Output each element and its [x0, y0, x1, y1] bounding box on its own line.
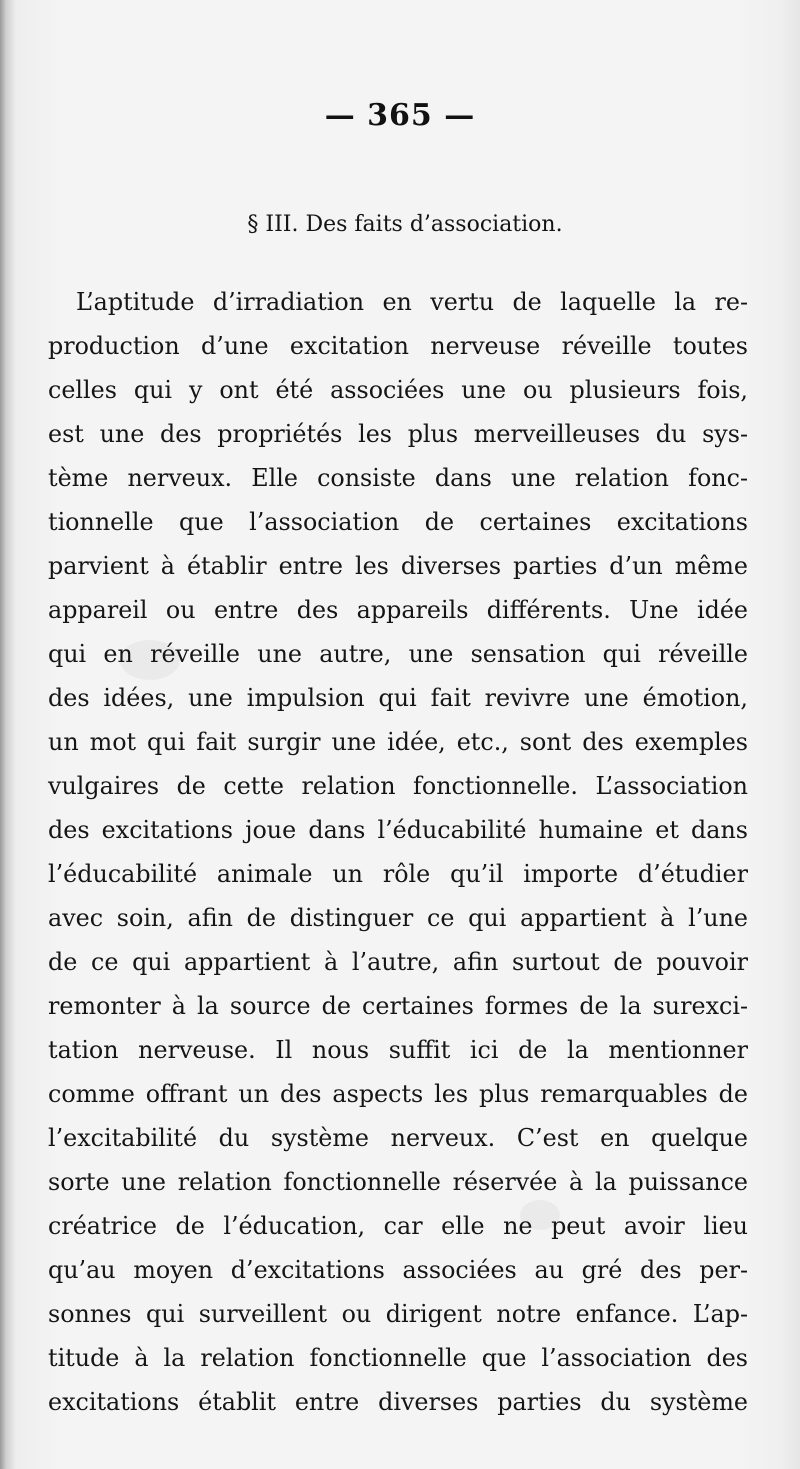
text-line: tionnelle que l’association de certaines excitations	[48, 508, 748, 536]
text-line: parvient à établir entre les diverses parties d’un même	[48, 552, 748, 580]
text-line: l’excitabilité du système nerveux. C’est en quelque	[48, 1124, 748, 1152]
text-line: des excitations joue dans l’éducabilité humaine et dans	[48, 816, 748, 844]
text-line: sonnes qui surveillent ou dirigent notre enfance. L’ap-	[48, 1300, 748, 1328]
text-line: l’éducabilité animale un rôle qu’il importe d’étudier	[48, 860, 748, 888]
text-line: avec soin, afin de distinguer ce qui appartient à l’une	[48, 904, 748, 932]
text-line: des idées, une impulsion qui fait revivre une émotion,	[48, 684, 748, 712]
body-paragraph	[48, 280, 748, 1424]
text-line: tation nerveuse. Il nous suffit ici de la mentionner	[48, 1036, 748, 1064]
text-line: L’aptitude d’irradiation en vertu de laquelle la re-	[76, 288, 748, 316]
text-line: est une des propriétés les plus merveilleuses du sys-	[48, 420, 748, 448]
text-line: titude à la relation fonctionnelle que l’association des	[48, 1344, 748, 1372]
section-title: § III. Des faits d’association.	[247, 212, 563, 237]
text-line: excitations établit entre diverses parties du système	[48, 1388, 748, 1416]
text-line: qu’au moyen d’excitations associées au gré des per-	[48, 1256, 748, 1284]
text-line: tème nerveux. Elle consiste dans une relation fonc-	[48, 464, 748, 492]
text-line: sorte une relation fonctionnelle réservée à la puissance	[48, 1168, 748, 1196]
text-line: un mot qui fait surgir une idée, etc., sont des exemples	[48, 728, 748, 756]
text-line: appareil ou entre des appareils différents. Une idée	[48, 596, 748, 624]
text-line: production d’une excitation nerveuse réveille toutes	[48, 332, 748, 360]
text-line: créatrice de l’éducation, car elle ne peut avoir lieu	[48, 1212, 748, 1240]
text-line: qui en réveille une autre, une sensation qui réveille	[48, 640, 748, 668]
page-number: — 365 —	[324, 98, 476, 133]
text-line: de ce qui appartient à l’autre, afin surtout de pouvoir	[48, 948, 748, 976]
text-line: vulgaires de cette relation fonctionnelle. L’association	[48, 772, 748, 800]
text-line: celles qui y ont été associées une ou plusieurs fois,	[48, 376, 748, 404]
text-line: remonter à la source de certaines formes de la surexci-	[48, 992, 748, 1020]
text-line: comme offrant un des aspects les plus remarquables de	[48, 1080, 748, 1108]
